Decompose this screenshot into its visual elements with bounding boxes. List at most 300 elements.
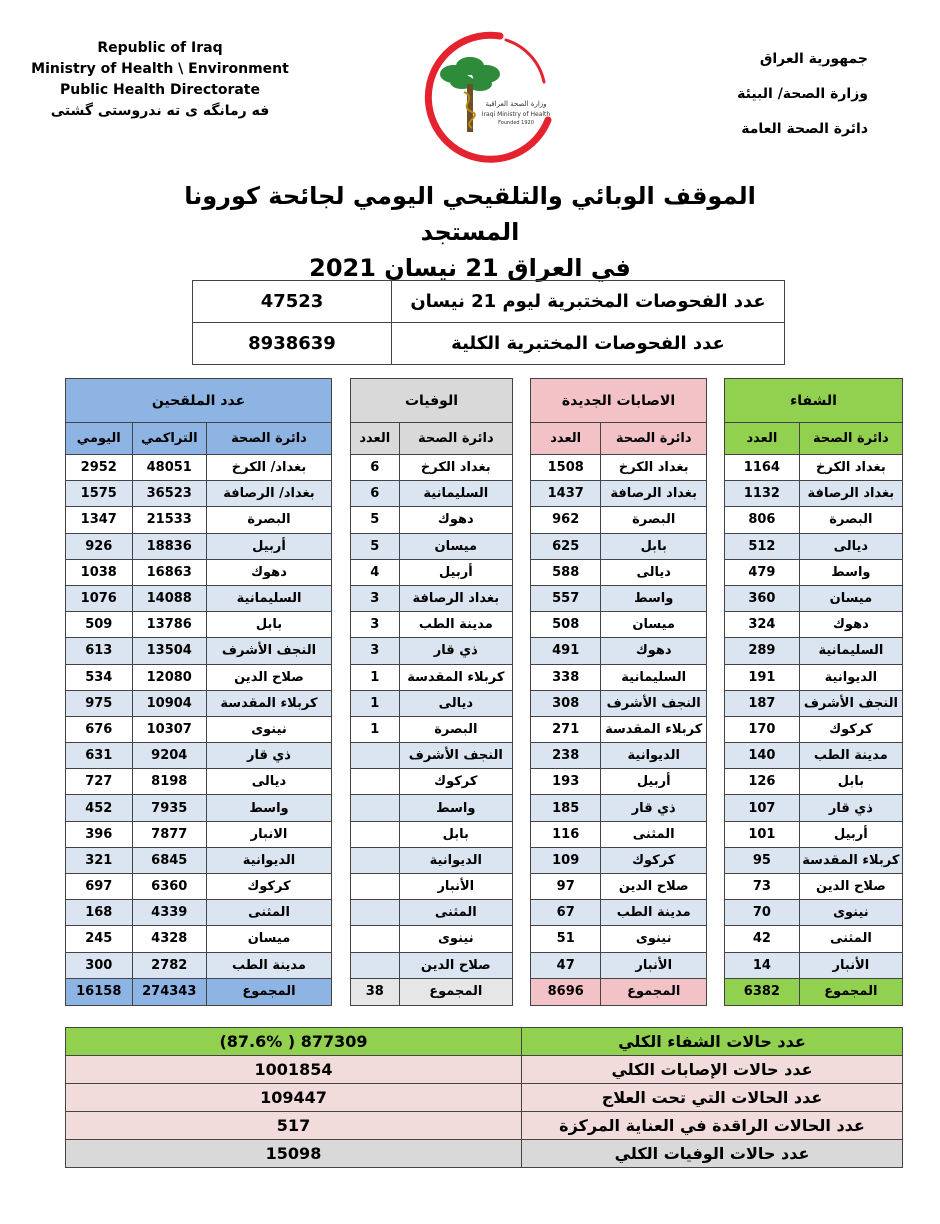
new-cases-cell: ميسان [601, 612, 707, 638]
new-cases-cell: 116 [531, 821, 601, 847]
table-row [531, 638, 707, 664]
table-row [531, 821, 707, 847]
new-cases-col-dept: دائرة الصحة [601, 423, 707, 455]
recovered-title: الشفاء [725, 379, 903, 423]
deaths-cell [351, 900, 400, 926]
tests-daily-label: عدد الفحوصات المختبرية ليوم 21 نيسان [392, 281, 785, 323]
tests-daily-value: 47523 [193, 281, 392, 323]
deaths-total-value: 38 [351, 978, 400, 1005]
new-cases-cell: أربيل [601, 769, 707, 795]
vaccinated-cell: 9204 [132, 743, 206, 769]
header-right-line: وزارة الصحة/ البيئة [737, 86, 868, 102]
new-cases-cell: 51 [531, 926, 601, 952]
table-row [351, 533, 513, 559]
vaccinated-cell: 16863 [132, 559, 206, 585]
recovered-cell: 170 [725, 716, 800, 742]
new-cases-cell: 508 [531, 612, 601, 638]
table-row [351, 716, 513, 742]
table-row [531, 769, 707, 795]
vaccinated-cell: 1038 [66, 559, 133, 585]
new-cases-cell: 193 [531, 769, 601, 795]
deaths-cell: دهوك [399, 507, 512, 533]
table-row [66, 664, 332, 690]
table-row [725, 821, 903, 847]
deaths-cell: 6 [351, 481, 400, 507]
vaccinated-cell: 613 [66, 638, 133, 664]
deaths-cell: كركوك [399, 769, 512, 795]
table-row [725, 900, 903, 926]
table-row [351, 585, 513, 611]
recovered-cell: 95 [725, 847, 800, 873]
table-row [531, 533, 707, 559]
vaccinated-cell: المثنى [206, 900, 331, 926]
table-row [531, 926, 707, 952]
new-cases-cell: ديالى [601, 559, 707, 585]
summary-label: عدد حالات الإصابات الكلي [522, 1056, 903, 1084]
recovered-cell: أربيل [799, 821, 902, 847]
vaccinated-cell: 1347 [66, 507, 133, 533]
new-cases-cell: 308 [531, 690, 601, 716]
new-cases-cell: كركوك [601, 847, 707, 873]
vaccinated-cell: 21533 [132, 507, 206, 533]
new-cases-cell: 238 [531, 743, 601, 769]
table-row [725, 507, 903, 533]
table-row [66, 533, 332, 559]
table-row [725, 690, 903, 716]
new-cases-cell: ذي قار [601, 795, 707, 821]
recovered-cell: صلاح الدين [799, 874, 902, 900]
header-left-line: Republic of Iraq [97, 40, 223, 56]
header-right-line: جمهورية العراق [759, 51, 868, 67]
table-row [66, 769, 332, 795]
recovered-cell: واسط [799, 559, 902, 585]
vaccinated-cell: واسط [206, 795, 331, 821]
new-cases-cell: المثنى [601, 821, 707, 847]
table-row [531, 716, 707, 742]
deaths-cell: 5 [351, 507, 400, 533]
vaccinated-cell: 168 [66, 900, 133, 926]
table-row [66, 481, 332, 507]
table-row [66, 900, 332, 926]
recovered-total-value: 6382 [725, 978, 800, 1005]
new-cases-cell: 185 [531, 795, 601, 821]
new-cases-cell: 97 [531, 874, 601, 900]
header-right [648, 42, 868, 147]
table-row [351, 664, 513, 690]
deaths-cell: مدينة الطب [399, 612, 512, 638]
table-row [66, 716, 332, 742]
vaccinated-cell: السليمانية [206, 585, 331, 611]
new-cases-cell: واسط [601, 585, 707, 611]
deaths-cell: أربيل [399, 559, 512, 585]
deaths-cell: المثنى [399, 900, 512, 926]
tests-total-value: 8938639 [193, 323, 392, 365]
recovered-total-label: المجموع [799, 978, 902, 1005]
recovered-cell: 107 [725, 795, 800, 821]
vaccinated-cell: مدينة الطب [206, 952, 331, 978]
new-cases-cell: 962 [531, 507, 601, 533]
table-row [725, 795, 903, 821]
recovered-col-dept: دائرة الصحة [799, 423, 902, 455]
deaths-cell: كربلاء المقدسة [399, 664, 512, 690]
summary-value: 15098 [66, 1140, 522, 1168]
vaccinated-cell: 245 [66, 926, 133, 952]
deaths-cell: بغداد الكرخ [399, 455, 512, 481]
deaths-cell: الأنبار [399, 874, 512, 900]
vaccinated-cell: 48051 [132, 455, 206, 481]
deaths-cell [351, 821, 400, 847]
vaccinated-cell: 975 [66, 690, 133, 716]
vaccinated-cell: 7935 [132, 795, 206, 821]
summary-row [66, 1112, 903, 1140]
header-left [20, 38, 300, 122]
table-row [193, 281, 785, 323]
recovered-cell: 101 [725, 821, 800, 847]
recovered-cell: نينوى [799, 900, 902, 926]
vaccinated-cell: البصرة [206, 507, 331, 533]
recovered-cell: 187 [725, 690, 800, 716]
recovered-cell: 512 [725, 533, 800, 559]
new-cases-title: الاصابات الجديدة [531, 379, 707, 423]
table-row [66, 559, 332, 585]
new-cases-cell: 557 [531, 585, 601, 611]
summary-table [65, 1027, 903, 1168]
deaths-cell: السليمانية [399, 481, 512, 507]
table-row [66, 585, 332, 611]
new-cases-cell: 338 [531, 664, 601, 690]
vaccinated-cell: بغداد/ الرصافة [206, 481, 331, 507]
deaths-cell: 5 [351, 533, 400, 559]
table-row [725, 533, 903, 559]
summary-row [66, 1140, 903, 1168]
recovered-cell: ديالى [799, 533, 902, 559]
recovered-cell: 1164 [725, 455, 800, 481]
new-cases-cell: الديوانية [601, 743, 707, 769]
summary-label: عدد حالات الوفيات الكلي [522, 1140, 903, 1168]
recovered-col-count: العدد [725, 423, 800, 455]
deaths-cell [351, 952, 400, 978]
new-cases-cell: كربلاء المقدسة [601, 716, 707, 742]
new-cases-cell: 625 [531, 533, 601, 559]
title-line-1: الموقف الوبائي والتلقيحي اليومي لجائحة كورونا المستجد [184, 182, 756, 246]
deaths-cell: النجف الأشرف [399, 743, 512, 769]
title-line-2: في العراق 21 نيسان 2021 [309, 254, 631, 282]
recovered-cell: 479 [725, 559, 800, 585]
table-row [351, 559, 513, 585]
new-cases-cell: النجف الأشرف [601, 690, 707, 716]
table-row [725, 743, 903, 769]
new-cases-cell: السليمانية [601, 664, 707, 690]
vaccinated-cell: 13786 [132, 612, 206, 638]
vaccinated-cell: كركوك [206, 874, 331, 900]
vaccinated-cell: 4328 [132, 926, 206, 952]
new-cases-cell: بغداد الرصافة [601, 481, 707, 507]
table-row [531, 481, 707, 507]
deaths-total-label: المجموع [399, 978, 512, 1005]
header-left-line: Ministry of Health \ Environment [31, 61, 289, 77]
summary-value: (87.6% ) 877309 [66, 1028, 522, 1056]
table-row [351, 874, 513, 900]
deaths-cell: 3 [351, 585, 400, 611]
recovered-table [724, 378, 903, 1006]
vaccinated-cell: 321 [66, 847, 133, 873]
deaths-cell: ميسان [399, 533, 512, 559]
deaths-cell [351, 769, 400, 795]
ministry-logo [408, 22, 558, 172]
recovered-cell: 42 [725, 926, 800, 952]
table-row [531, 455, 707, 481]
summary-value: 517 [66, 1112, 522, 1140]
deaths-cell: 4 [351, 559, 400, 585]
table-row [725, 455, 903, 481]
recovered-cell: 1132 [725, 481, 800, 507]
vaccinated-cell: ميسان [206, 926, 331, 952]
table-row [531, 847, 707, 873]
deaths-cell: الديوانية [399, 847, 512, 873]
summary-row [66, 1028, 903, 1056]
vaccinated-cell: 631 [66, 743, 133, 769]
vaccinated-cell: 18836 [132, 533, 206, 559]
table-row [531, 507, 707, 533]
table-row [531, 664, 707, 690]
table-row [725, 559, 903, 585]
recovered-cell: 191 [725, 664, 800, 690]
new-cases-cell: 67 [531, 900, 601, 926]
deaths-cell: 1 [351, 690, 400, 716]
vaccinated-col-cum: التراكمي [132, 423, 206, 455]
recovered-cell: 324 [725, 612, 800, 638]
table-row [66, 743, 332, 769]
table-row [725, 769, 903, 795]
vaccinated-cell: 10307 [132, 716, 206, 742]
vaccinated-col-dept: دائرة الصحة [206, 423, 331, 455]
recovered-cell: مدينة الطب [799, 743, 902, 769]
recovered-cell: بغداد الرصافة [799, 481, 902, 507]
new-cases-cell: نينوى [601, 926, 707, 952]
table-row [193, 323, 785, 365]
new-cases-cell: 109 [531, 847, 601, 873]
deaths-cell: 1 [351, 716, 400, 742]
new-cases-cell: مدينة الطب [601, 900, 707, 926]
tests-total-label: عدد الفحوصات المختبرية الكلية [392, 323, 785, 365]
new-cases-cell: صلاح الدين [601, 874, 707, 900]
summary-row [66, 1084, 903, 1112]
new-cases-total-value: 8696 [531, 978, 601, 1005]
summary-label: عدد الحالات الراقدة في العناية المركزة [522, 1112, 903, 1140]
table-row [351, 926, 513, 952]
table-row [725, 638, 903, 664]
header-right-line: دائرة الصحة العامة [741, 121, 868, 137]
table-row [725, 481, 903, 507]
vaccinated-table [65, 378, 332, 1006]
recovered-cell: 140 [725, 743, 800, 769]
new-cases-total-label: المجموع [601, 978, 707, 1005]
lab-tests-table [192, 280, 785, 365]
new-cases-cell: دهوك [601, 638, 707, 664]
vaccinated-total-cum: 274343 [132, 978, 206, 1005]
table-row [725, 612, 903, 638]
recovered-cell: 70 [725, 900, 800, 926]
deaths-cell [351, 795, 400, 821]
vaccinated-cell: 1575 [66, 481, 133, 507]
new-cases-cell: 491 [531, 638, 601, 664]
table-row [725, 716, 903, 742]
new-cases-cell: الأنبار [601, 952, 707, 978]
deaths-cell: 3 [351, 638, 400, 664]
vaccinated-cell: 2952 [66, 455, 133, 481]
new-cases-cell: بابل [601, 533, 707, 559]
table-row [351, 507, 513, 533]
summary-row [66, 1056, 903, 1084]
deaths-col-count: العدد [351, 423, 400, 455]
vaccinated-cell: بغداد/ الكرخ [206, 455, 331, 481]
table-row [66, 690, 332, 716]
table-row [351, 847, 513, 873]
vaccinated-cell: 6360 [132, 874, 206, 900]
vaccinated-cell: 509 [66, 612, 133, 638]
table-row [66, 638, 332, 664]
table-row [351, 690, 513, 716]
table-row [725, 585, 903, 611]
recovered-cell: 73 [725, 874, 800, 900]
deaths-cell: 3 [351, 612, 400, 638]
vaccinated-cell: 14088 [132, 585, 206, 611]
vaccinated-total-label: المجموع [206, 978, 331, 1005]
recovered-cell: 14 [725, 952, 800, 978]
deaths-cell: ذي قار [399, 638, 512, 664]
new-cases-cell: 1437 [531, 481, 601, 507]
deaths-title: الوفيات [351, 379, 513, 423]
new-cases-cell: 47 [531, 952, 601, 978]
new-cases-cell: البصرة [601, 507, 707, 533]
table-row [351, 795, 513, 821]
vaccinated-cell: الديوانية [206, 847, 331, 873]
table-row [531, 690, 707, 716]
recovered-cell: السليمانية [799, 638, 902, 664]
table-row [351, 821, 513, 847]
table-row [66, 874, 332, 900]
deaths-table [350, 378, 513, 1006]
vaccinated-cell: 697 [66, 874, 133, 900]
vaccinated-cell: 13504 [132, 638, 206, 664]
recovered-cell: كربلاء المقدسة [799, 847, 902, 873]
table-row [351, 612, 513, 638]
recovered-cell: بغداد الكرخ [799, 455, 902, 481]
new-cases-cell: 271 [531, 716, 601, 742]
vaccinated-cell: ذي قار [206, 743, 331, 769]
vaccinated-cell: 4339 [132, 900, 206, 926]
summary-value: 1001854 [66, 1056, 522, 1084]
logo-text-en: Iraqi Ministry of Health [481, 111, 551, 118]
vaccinated-cell: 8198 [132, 769, 206, 795]
deaths-cell [351, 874, 400, 900]
header-left-line: Public Health Directorate [60, 82, 260, 98]
table-row [725, 926, 903, 952]
table-row [351, 638, 513, 664]
table-row [725, 847, 903, 873]
vaccinated-cell: النجف الأشرف [206, 638, 331, 664]
vaccinated-cell: نينوى [206, 716, 331, 742]
summary-value: 109447 [66, 1084, 522, 1112]
deaths-col-dept: دائرة الصحة [399, 423, 512, 455]
recovered-cell: ذي قار [799, 795, 902, 821]
vaccinated-cell: 926 [66, 533, 133, 559]
vaccinated-cell: 1076 [66, 585, 133, 611]
deaths-cell: البصرة [399, 716, 512, 742]
vaccinated-cell: 10904 [132, 690, 206, 716]
table-row [351, 952, 513, 978]
logo-text-founded: Founded 1920 [498, 120, 534, 126]
deaths-cell: بغداد الرصافة [399, 585, 512, 611]
table-row [725, 664, 903, 690]
table-row [351, 900, 513, 926]
vaccinated-cell: 2782 [132, 952, 206, 978]
table-row [351, 743, 513, 769]
recovered-cell: المثنى [799, 926, 902, 952]
summary-label: عدد الحالات التي تحت العلاج [522, 1084, 903, 1112]
vaccinated-cell: 676 [66, 716, 133, 742]
deaths-cell [351, 743, 400, 769]
vaccinated-cell: ديالى [206, 769, 331, 795]
new-cases-col-count: العدد [531, 423, 601, 455]
recovered-cell: البصرة [799, 507, 902, 533]
vaccinated-cell: دهوك [206, 559, 331, 585]
recovered-cell: 289 [725, 638, 800, 664]
table-row [66, 455, 332, 481]
table-row [66, 507, 332, 533]
table-row [351, 455, 513, 481]
table-row [531, 874, 707, 900]
table-row [531, 900, 707, 926]
table-row [66, 847, 332, 873]
table-row [66, 821, 332, 847]
vaccinated-title: عدد الملقحين [66, 379, 332, 423]
deaths-cell: واسط [399, 795, 512, 821]
vaccinated-cell: 534 [66, 664, 133, 690]
table-row [531, 585, 707, 611]
vaccinated-total-daily: 16158 [66, 978, 133, 1005]
header-left-line: فه رمانگه ى ته ندروستى گشتى [50, 103, 270, 119]
logo-text-ar: وزارة الصحة العراقية [485, 100, 547, 108]
recovered-cell: 806 [725, 507, 800, 533]
report-title [150, 178, 790, 286]
vaccinated-cell: 452 [66, 795, 133, 821]
deaths-cell [351, 847, 400, 873]
table-row [66, 795, 332, 821]
new-cases-cell: بغداد الكرخ [601, 455, 707, 481]
vaccinated-cell: 300 [66, 952, 133, 978]
new-cases-cell: 1508 [531, 455, 601, 481]
vaccinated-cell: 6845 [132, 847, 206, 873]
recovered-cell: دهوك [799, 612, 902, 638]
vaccinated-cell: بابل [206, 612, 331, 638]
table-row [351, 481, 513, 507]
table-row [531, 952, 707, 978]
vaccinated-cell: 727 [66, 769, 133, 795]
vaccinated-cell: أربيل [206, 533, 331, 559]
table-row [531, 795, 707, 821]
recovered-cell: 360 [725, 585, 800, 611]
recovered-cell: النجف الأشرف [799, 690, 902, 716]
new-cases-cell: 588 [531, 559, 601, 585]
vaccinated-cell: الانبار [206, 821, 331, 847]
table-row [725, 952, 903, 978]
recovered-cell: ميسان [799, 585, 902, 611]
vaccinated-cell: 36523 [132, 481, 206, 507]
table-row [351, 769, 513, 795]
recovered-cell: كركوك [799, 716, 902, 742]
deaths-cell: 1 [351, 664, 400, 690]
